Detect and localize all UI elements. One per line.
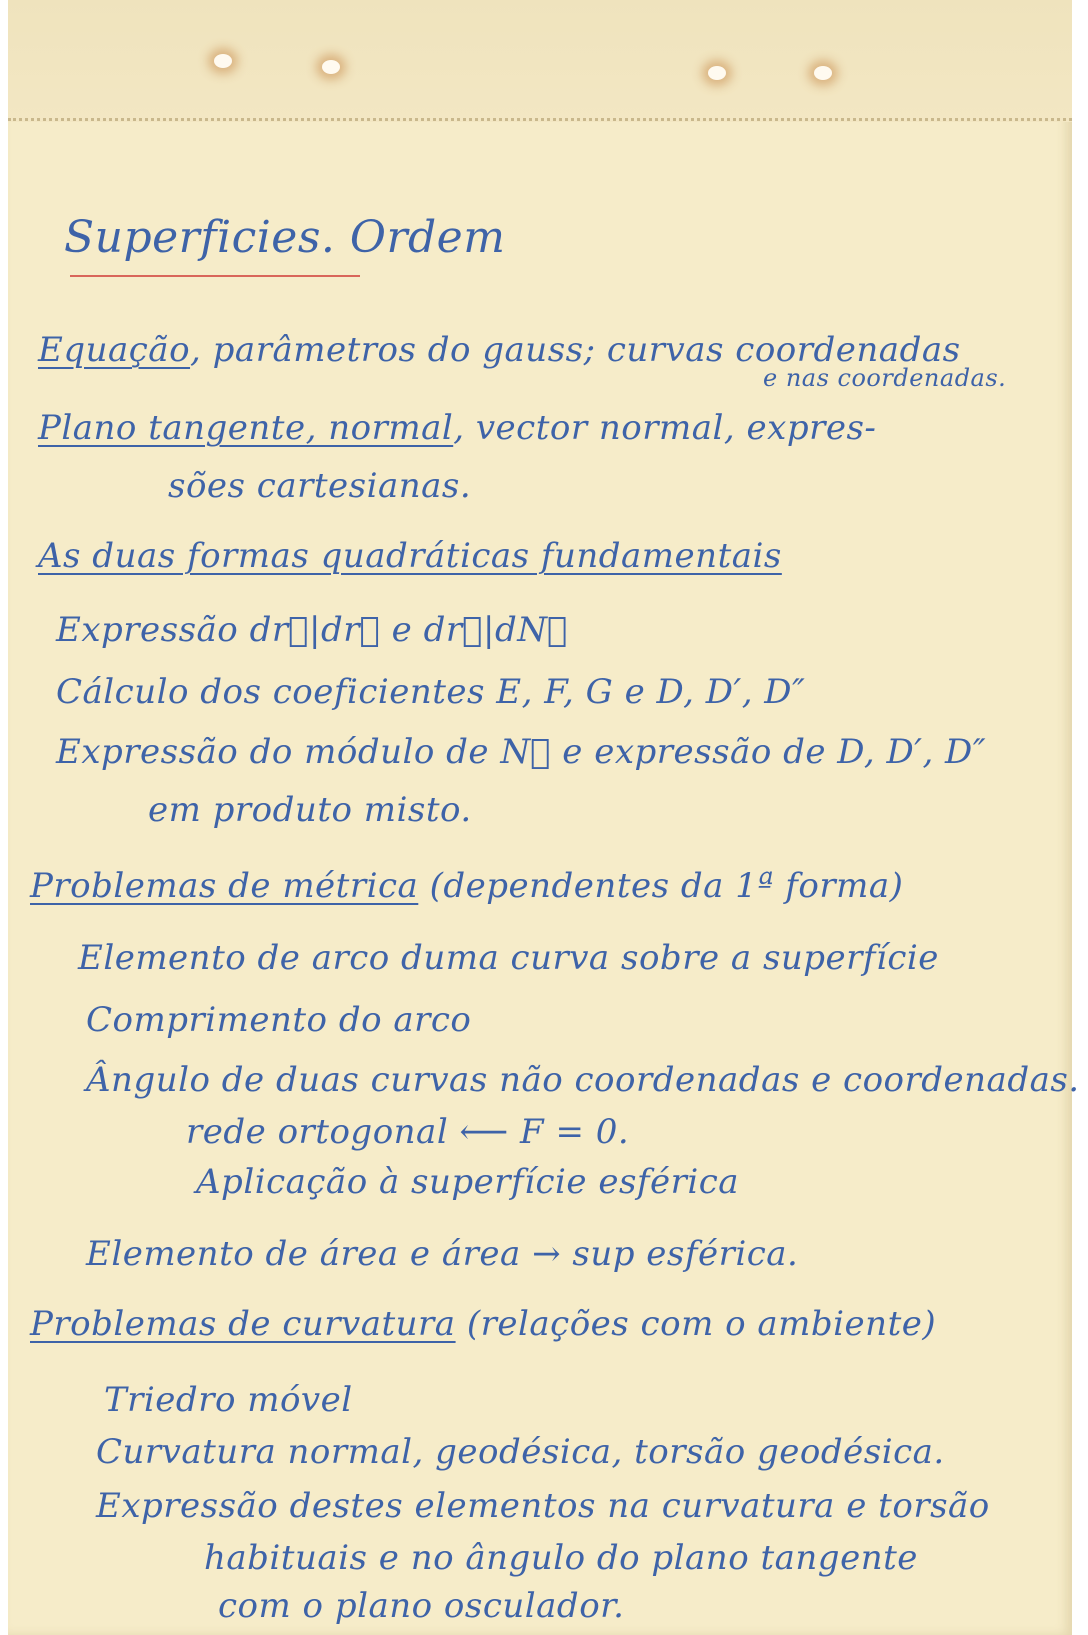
topic-heading: Equação: [38, 330, 191, 370]
note-line: [56, 672, 805, 712]
note-text: Aplicação à superfície esférica: [196, 1162, 740, 1202]
note-line: [148, 790, 472, 830]
note-line: [30, 866, 903, 906]
note-text: Elemento de arco duma curva sobre a superfície: [78, 938, 939, 978]
note-line: [30, 1304, 936, 1344]
page-title: [64, 212, 505, 263]
note-text: Triedro móvel: [104, 1380, 353, 1420]
note-text: Expressão dr⃗|dr⃗ e dr⃗|dN⃗: [56, 610, 568, 650]
note-text: e nas coordenadas.: [763, 364, 1007, 392]
note-text: habituais e no ângulo do plano tangente: [204, 1538, 918, 1578]
note-line: [104, 1380, 353, 1420]
perforation-line: [8, 118, 1072, 121]
note-text: Cálculo dos coeficientes E, F, G e D, D′, D″: [56, 672, 806, 712]
note-text: em produto misto.: [148, 790, 472, 830]
topic-heading: As duas formas quadráticas fundamentais: [38, 536, 782, 576]
note-line: [196, 1162, 739, 1202]
note-text: , parâmetros do gauss; curvas coordenadas: [190, 330, 961, 370]
title-underline: [70, 275, 360, 277]
note-text: sões cartesianas.: [168, 466, 472, 506]
note-line: [86, 1000, 471, 1040]
binding-strip: [8, 0, 1072, 122]
note-text: Expressão do módulo de N⃗ e expressão de D, D′, D″: [56, 732, 987, 772]
note-line: [96, 1486, 990, 1526]
topic-heading: Plano tangente, normal: [38, 408, 454, 448]
note-text: rede ortogonal ⟵ F = 0.: [186, 1112, 630, 1152]
note-line: [204, 1538, 918, 1578]
note-line: [218, 1586, 624, 1626]
topic-heading: Problemas de curvatura: [30, 1304, 456, 1344]
binding-hole: [322, 60, 340, 74]
note-text: Expressão destes elementos na curvatura e torsão: [96, 1486, 990, 1526]
note-text: com o plano osculador.: [218, 1586, 625, 1626]
binding-hole: [708, 66, 726, 80]
note-line: [96, 1432, 945, 1472]
note-line: [168, 466, 471, 506]
note-text: Curvatura normal, geodésica, torsão geodésica.: [96, 1432, 945, 1472]
binding-hole: [214, 54, 232, 68]
note-line: [56, 610, 568, 650]
note-text: (dependentes da 1ª forma): [418, 866, 904, 906]
note-line: [186, 1112, 629, 1152]
note-text: Ângulo de duas curvas não coordenadas e coordenadas.: [86, 1060, 1080, 1100]
note-line: [38, 408, 876, 448]
note-text: Comprimento do arco: [86, 1000, 472, 1040]
title-main: Superficies: [64, 212, 321, 263]
topic-heading: Problemas de métrica: [30, 866, 419, 906]
note-line: [86, 1234, 798, 1274]
title-suffix: . Ordem: [320, 212, 506, 263]
note-line: [78, 938, 939, 978]
binding-hole: [814, 66, 832, 80]
note-text: Elemento de área e área → sup esférica.: [86, 1234, 799, 1274]
note-line: [763, 364, 1006, 392]
notebook-page: [8, 0, 1080, 1635]
note-text: (relações com o ambiente): [455, 1304, 937, 1344]
note-line: [38, 536, 782, 576]
note-line: [56, 732, 986, 772]
note-text: , vector normal, expres-: [453, 408, 877, 448]
note-line: [86, 1060, 1080, 1100]
